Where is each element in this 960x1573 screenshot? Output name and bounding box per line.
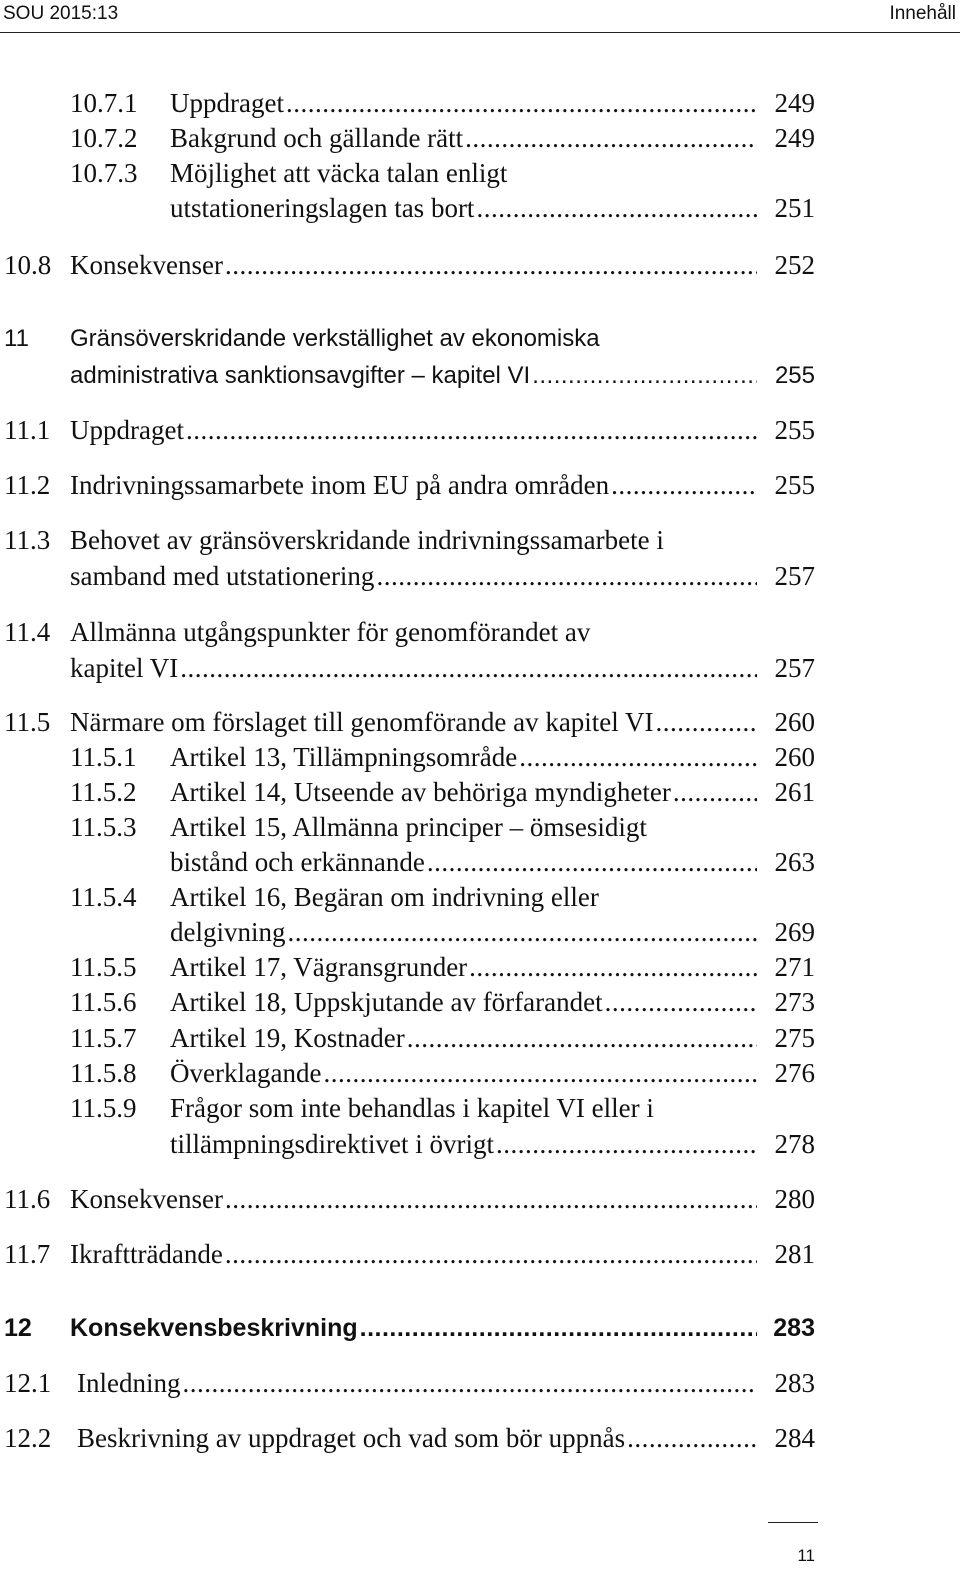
page-number: 11	[797, 1546, 815, 1565]
toc-entry-page: 271	[774, 952, 815, 982]
toc-entry-number: 10.8	[4, 250, 52, 280]
toc-entry-page: 273	[774, 987, 815, 1017]
section-title: Innehåll	[889, 3, 956, 24]
header-rule	[0, 32, 960, 33]
toc-entry-title: Behovet av gränsöverskridande indrivningssamarbete i	[70, 525, 664, 555]
toc-entry-title-cont: kapitel VI	[70, 653, 179, 683]
toc-entry-number: 11.4	[4, 617, 51, 647]
toc-entry-title: Allmänna utgångspunkter för genomförandet av	[70, 617, 591, 647]
toc-entry-title: Uppdraget	[70, 415, 184, 445]
toc-entry-number: 11.5.8	[70, 1058, 137, 1088]
toc-entry-page: 257	[774, 653, 815, 683]
toc-entry-title: Konsekvenser	[70, 250, 223, 280]
toc-entry-page: 276	[774, 1058, 815, 1088]
toc-entry-number: 11.5.1	[70, 742, 137, 772]
toc-entry-number: 10.7.2	[70, 123, 138, 153]
toc-entry-title-cont: utstationeringslagen tas bort	[170, 193, 475, 223]
toc-entry-page: 249	[774, 88, 815, 118]
toc-entry-number: 12.1	[4, 1368, 52, 1398]
toc-entry-title: Artikel 17, Vägransgrunder	[170, 952, 468, 982]
toc-entry-title: Konsekvensbeskrivning	[70, 1314, 358, 1342]
toc-entry-title: Beskrivning av uppdraget och vad som bör uppnås	[77, 1423, 626, 1453]
toc-entry-page: 260	[774, 742, 815, 772]
toc-entry-number: 11.5.9	[70, 1093, 137, 1123]
toc-entry-number: 10.7.1	[70, 88, 138, 118]
toc-entry-title: Artikel 15, Allmänna principer – ömsesidigt	[170, 812, 647, 842]
toc-entry-page: 284	[774, 1423, 815, 1453]
toc-entry-title: Bakgrund och gällande rätt	[170, 123, 464, 153]
toc-entry-number: 11.3	[4, 525, 51, 555]
toc-entry-title-cont: samband med utstationering	[70, 561, 375, 591]
toc-entry-page: 252	[774, 250, 815, 280]
toc-entry-title-cont: bistånd och erkännande	[170, 847, 425, 877]
toc-entry-title: Artikel 13, Tillämpningsområde	[170, 742, 518, 772]
toc-entry-page: 269	[774, 917, 815, 947]
toc-entry-title: Konsekvenser	[70, 1184, 223, 1214]
footer-rule	[768, 1522, 818, 1523]
toc-entry-number: 11.5	[4, 707, 51, 737]
toc-entry-page: 283	[773, 1314, 815, 1342]
toc-entry-title: Uppdraget	[170, 88, 284, 118]
toc-entry-page: 257	[774, 561, 815, 591]
toc-entry-title: Indrivningssamarbete inom EU på andra områden	[70, 470, 610, 500]
toc-entry-title-cont: administrativa sanktionsavgifter – kapitel VI	[70, 362, 531, 389]
toc-entry-number: 11	[4, 325, 29, 352]
toc-entry-page: 249	[774, 123, 815, 153]
toc-entry-title: Frågor som inte behandlas i kapitel VI eller i	[170, 1093, 654, 1123]
toc-entry-number: 11.6	[4, 1184, 51, 1214]
toc-entry-title: Möjlighet att väcka talan enligt	[170, 158, 508, 188]
toc-entry-title: Ikraftträdande	[70, 1239, 223, 1269]
toc-entry-page: 263	[774, 847, 815, 877]
toc-entry-title-cont: tillämpningsdirektivet i övrigt	[170, 1129, 494, 1159]
toc-entry-number: 11.2	[4, 470, 51, 500]
toc-entry-title: Inledning	[77, 1368, 181, 1398]
toc-entry-title: Gränsöverskridande verkställighet av ekonomiska	[70, 325, 600, 352]
toc-entry-page: 278	[774, 1129, 815, 1159]
toc-entry-title: Artikel 14, Utseende av behöriga myndigheter	[170, 777, 671, 807]
toc-entry-number: 11.7	[4, 1239, 51, 1269]
toc-entry-title: Artikel 18, Uppskjutande av förfarandet	[170, 987, 603, 1017]
document-id: SOU 2015:13	[3, 3, 119, 24]
toc-entry-page: 275	[774, 1023, 815, 1053]
toc-entry-title: Närmare om förslaget till genomförande av kapitel VI	[70, 707, 654, 737]
toc-entry-number: 11.5.3	[70, 812, 137, 842]
toc-entry-page: 261	[774, 777, 815, 807]
toc-entry-title-cont: delgivning	[170, 917, 286, 947]
toc-entry-page: 255	[774, 415, 815, 445]
toc-entry-number: 11.5.5	[70, 952, 137, 982]
toc-entry-title: Artikel 19, Kostnader	[170, 1023, 405, 1053]
toc-entry-number: 10.7.3	[70, 158, 138, 188]
toc-entry-number: 11.5.7	[70, 1023, 137, 1053]
toc-entry-number: 11.5.4	[70, 882, 137, 912]
toc-entry-number: 11.5.6	[70, 987, 137, 1017]
toc-entry-title: Artikel 16, Begäran om indrivning eller	[170, 882, 599, 912]
toc-entry-number: 12.2	[4, 1423, 52, 1453]
toc-entry-page: 281	[774, 1239, 815, 1269]
toc-entry-number: 11.5.2	[70, 777, 137, 807]
toc-entry-page: 280	[774, 1184, 815, 1214]
toc-entry-page: 255	[774, 362, 815, 389]
toc-entry-number: 11.1	[4, 415, 51, 445]
toc-entry-page: 255	[774, 470, 815, 500]
page-header	[0, 3, 960, 31]
toc-entry-number: 12	[4, 1314, 32, 1342]
toc-entry-page: 283	[774, 1368, 815, 1398]
toc-entry-page: 260	[774, 707, 815, 737]
toc-entry-title: Överklagande	[170, 1058, 322, 1088]
toc-entry-page: 251	[774, 193, 815, 223]
